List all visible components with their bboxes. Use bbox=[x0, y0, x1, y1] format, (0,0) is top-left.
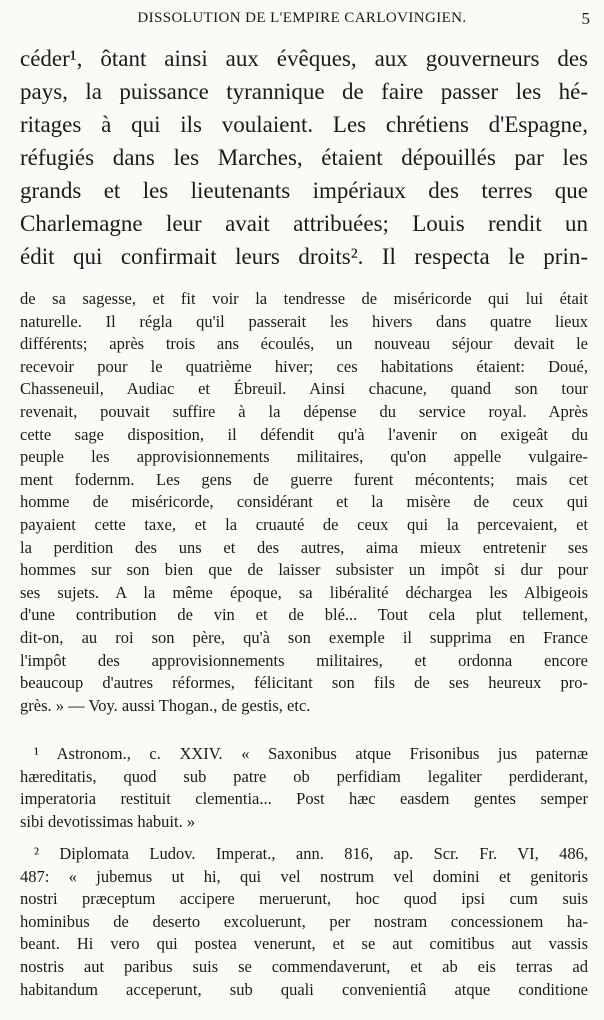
note-line: recevoir pour le quatrième hiver; ces habitations étaient: Doué, bbox=[20, 356, 588, 376]
footnote-1 bbox=[20, 743, 588, 833]
note-line: homme de miséricorde, considérant et la misère de ceux qui bbox=[20, 492, 588, 512]
note-line: grès. » — Voy. aussi Thogan., de gestis, etc. bbox=[20, 695, 311, 715]
footnote-line: imperatoria restituit clementia... Post hæc easdem gentes semper bbox=[20, 789, 588, 809]
footnote-line: nostri præceptum accipere meruerunt, hoc quod ipsi cum suis bbox=[20, 889, 588, 909]
footnote-2 bbox=[20, 843, 588, 1001]
text-line: édit qui confirmait leurs droits². Il respecta le prin- bbox=[20, 244, 588, 269]
note-line: revenait, pouvait suffire à la dépense du service royal. Après bbox=[20, 401, 588, 421]
note-line: Chasseneuil, Audiac et Ébreuil. Ainsi chacune, quand son tour bbox=[20, 379, 588, 399]
note-line: ment fodernm. Les gens de guerre furent mécontents; mais cet bbox=[20, 469, 588, 489]
note-line: différents; après trois ans écoulés, un nouveau séjour devait le bbox=[20, 334, 588, 354]
footnote-line: hæreditatis, quod sub patre ob perfidiam legaliter perdiderant, bbox=[20, 766, 588, 786]
note-line: ses sujets. A la même époque, sa libéralité déchargea les Albigeois bbox=[20, 582, 588, 602]
note-line: de sa sagesse, et fit voir la tendresse de miséricorde qui lui était bbox=[20, 289, 588, 308]
text-line: pays, la puissance tyrannique de faire passer les hé- bbox=[20, 79, 588, 104]
text-line: ritages à qui ils voulaient. Les chrétiens d'Espagne, bbox=[20, 112, 588, 137]
note-line: la perdition des uns et des autres, aima mieux entretenir ses bbox=[20, 537, 588, 557]
note-line: beaucoup d'autres réformes, félicitant son fils de ses heureux pro- bbox=[20, 673, 588, 693]
footnote-line: ² Diplomata Ludov. Imperat., ann. 816, ap. Scr. Fr. VI, 486, bbox=[34, 844, 588, 863]
footnote-line: habitandum acceperunt, sub quali convenientiâ atque conditione bbox=[20, 979, 588, 999]
text-line: Charlemagne leur avait attribuées; Louis rendit un bbox=[20, 211, 588, 236]
running-head: DISSOLUTION DE L'EMPIRE CARLOVINGIEN. bbox=[137, 10, 467, 26]
footnote-line: sibi devotissimas habuit. » bbox=[20, 811, 196, 831]
note-line: naturelle. Il régla qu'il passerait les hivers dans quatre lieux bbox=[20, 311, 588, 331]
text-line: grands et les lieutenants impériaux des terres que bbox=[20, 178, 588, 203]
note-line: payaient cette taxe, et la cruauté de ceux qui la percevaient, et bbox=[20, 514, 588, 534]
page-number: 5 bbox=[581, 9, 590, 28]
text-line: réfugiés dans les Marches, étaient dépouillés par les bbox=[20, 145, 588, 170]
continued-note bbox=[20, 288, 588, 717]
footnote-line: ¹ Astronom., c. XXIV. « Saxonibus atque Frisonibus jus paternæ bbox=[34, 744, 588, 763]
footnote-line: hominibus de deserto excoluerunt, per nostram concessionem ha- bbox=[20, 911, 588, 931]
main-text bbox=[20, 42, 588, 273]
text-line: céder¹, ôtant ainsi aux évêques, aux gouverneurs des bbox=[20, 46, 588, 71]
footnote-line: 487: « jubemus ut hi, qui vel nostrum vel domini et genitoris bbox=[20, 866, 588, 886]
note-line: cette sage disposition, il défendit qu'à l'avenir on exigeât du bbox=[20, 424, 588, 444]
note-line: l'impôt des approvisionnements militaires, et ordonna encore bbox=[20, 650, 588, 670]
page-header bbox=[0, 10, 604, 32]
note-line: peuple les approvisionnements militaires, qu'on appelle vulgaire- bbox=[20, 447, 588, 467]
note-line: d'une contribution de vin et de blé... Tout cela plut tellement, bbox=[20, 605, 588, 625]
footnote-line: beant. Hi vero qui postea venerunt, et se aut comitibus aut vassis bbox=[20, 934, 588, 954]
note-line: dit-on, au roi son père, qu'à son exemple il supprima en France bbox=[20, 627, 588, 647]
footnote-line: nostris aut paribus suis se commendaverunt, et ab eis terras ad bbox=[20, 956, 588, 976]
note-line: hommes sur son bien que de laisser subsister un impôt si dur pour bbox=[20, 560, 588, 580]
